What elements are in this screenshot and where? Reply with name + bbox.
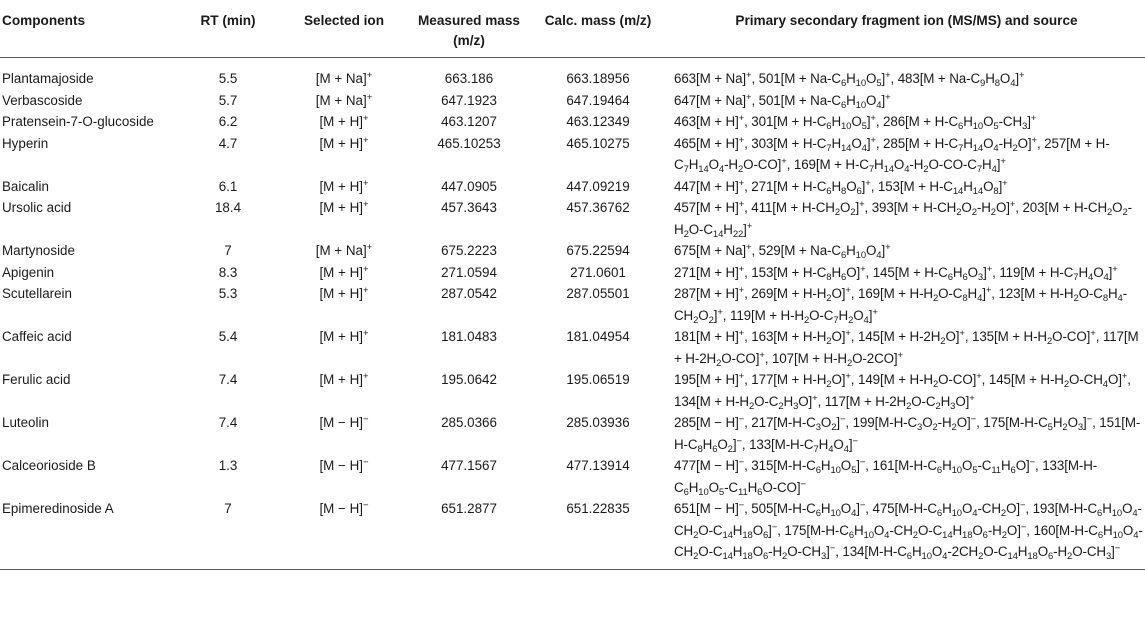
header-rt: RT (min) — [178, 0, 278, 58]
fragments-cell: 651[M − H]−, $505[M-H-C_6H_{10}O_4]^-$, $475[M-H-C_6H_{10}O_4-CH_2O]^-$, $193[M-H-C_6H_{10}O_4-CH_2O-C_{14}H_{18}O_6]^-$, $175[M-H-C_6H_{10}O_4-CH_2O-C_{14}H_{18}O_6-H_2O]^-$, $160[M-H-C_6H_{10}O_4-CH_2O-C_{14}H_{18}O_6-H_2O-CH_3]^-$, $134[M-H-C_6H_{10}O_4-2CH_2O-C_{14}H_{18}O_6-H_2O-CH_3]^-$ — [668, 498, 1145, 569]
calc-mass-cell: 195.06519 — [566, 372, 630, 387]
component-cell: Plantamajoside — [2, 71, 94, 86]
rt-cell: 4.7 — [218, 135, 238, 151]
selected-ion-cell: [M + H]+ — [319, 371, 369, 387]
fragments-cell: 663[M + Na]+, $501[M + Na-C_6H_{10}O_5]^+$, $483[M + Na-C_9H_8O_4]^+$ — [674, 70, 1025, 89]
measured-mass-cell: 287.0542 — [441, 286, 497, 301]
table-row — [0, 283, 1145, 326]
calc-mass-cell: 465.10275 — [566, 135, 630, 151]
fragments-cell: 287[M + H]+, $269[M + H-H_2O]^+$, $169[M + H-H_2O-C_8H_4]^+$, $123[M + H-H_2O-C_8H_4-CH_2O_2]^+$, $119[M + H-H_2O-C_7H_2O_4]^+$ — [674, 285, 1128, 326]
header-selected-ion: Selected ion — [278, 0, 410, 58]
rt-cell: 18.4 — [214, 200, 242, 215]
selected-ion-cell: [M + H]+ — [319, 113, 369, 129]
calc-mass-cell: 271.0601 — [570, 264, 626, 280]
rt-cell: 6.2 — [218, 114, 238, 129]
rt-cell: 6.1 — [218, 178, 238, 194]
fragments-cell: 195[M + H]+, $177[M + H-H_2O]^+$, $149[M + H-H_2O-CO]^+$, $145[M + H-H_2O-CH_4O]^+$, $134[M + H-H_2O-C_2H_3O]^+$, $117[M + H-2H_2O-C_2H_3O]^+$ — [674, 371, 1131, 412]
measured-mass-cell: 477.1567 — [441, 458, 497, 473]
table-row — [0, 326, 1145, 369]
measured-mass-cell: 271.0594 — [441, 264, 497, 280]
fragments-cell: 447[M + H]+, $271[M + H-C_6H_8O_6]^+$, $153[M + H-C_{14}H_{14}O_8]^+$ — [674, 177, 1008, 197]
selected-ion-cell: [M + H]+ — [319, 199, 369, 215]
table-row — [0, 262, 1145, 284]
rt-cell: 7 — [178, 498, 278, 569]
rt-cell: 7.4 — [218, 372, 238, 387]
fragments-cell: 465[M + H]+, $303[M + H-C_7H_{14}O_4]^+$, $285[M + H-C_7H_{14}O_4-H_2O]^+$, $257[M + H-C_7H_{14}O_4-H_2O-CO]^+$, $169[M + H-C_7H_{14}O_4-H_2O-CO-C_7H_4]^+$ — [674, 134, 1110, 175]
fragments-cell: 457[M + H]+, $411[M + H-CH_2O_2]^+$, $393[M + H-CH_2O_2-H_2O]^+$, $203[M + H-CH_2O_2-H_2O-C_{14}H_{22}]^+$ — [674, 199, 1132, 240]
selected-ion-cell: [M − H]− — [319, 414, 369, 430]
measured-mass-cell: 663.186 — [444, 71, 494, 86]
table-row — [0, 455, 1145, 498]
table-row — [0, 197, 1145, 240]
fragments-cell: 285[M − H]−, $217[M-H-C_3O_2]^-$, $199[M-H-C_3O_2-H_2O]^-$, $175[M-H-C_5H_2O_3]^-$, $151[M-H-C_8H_6O_2]^-$, $133[M-H-C_7H_4O_4]^-$ — [674, 414, 1141, 455]
selected-ion-cell: [M − H]− — [278, 498, 410, 569]
rt-cell: 7 — [224, 243, 232, 258]
table-row — [0, 58, 1145, 90]
calc-mass-cell: 647.19464 — [566, 92, 630, 108]
header-fragments: Primary secondary fragment ion (MS/MS) and source — [668, 0, 1145, 58]
selected-ion-cell: [M + H]+ — [319, 285, 369, 301]
fragments-cell: 463[M + H]+, $301[M + H-C_6H_{10}O_5]^+$, $286[M + H-C_6H_{10}O_5-CH_3]^+$ — [674, 113, 1037, 132]
calc-mass-cell: 675.22594 — [566, 243, 630, 258]
rt-cell: 5.5 — [218, 71, 238, 86]
calc-mass-cell: 477.13914 — [566, 458, 630, 473]
selected-ion-cell: [M + H]+ — [319, 177, 369, 194]
table-row — [0, 240, 1145, 262]
table-row — [0, 111, 1145, 133]
measured-mass-cell: 457.3643 — [441, 200, 497, 215]
selected-ion-cell: [M + Na]+ — [315, 242, 373, 258]
measured-mass-cell: 463.1207 — [441, 114, 497, 129]
component-cell: Ursolic acid — [2, 200, 72, 215]
component-cell: Verbascoside — [2, 92, 83, 108]
component-cell: Martynoside — [2, 243, 75, 258]
table-row — [0, 412, 1145, 455]
fragments-cell: 647[M + Na]+, $501[M + Na-C_6H_{10}O_4]^+$ — [674, 91, 891, 111]
component-cell: Caffeic acid — [2, 329, 72, 344]
calc-mass-cell: 457.36762 — [566, 200, 630, 215]
component-cell: Ferulic acid — [2, 372, 71, 387]
selected-ion-cell: [M − H]− — [319, 457, 369, 473]
fragments-cell: 477[M − H]−, $315[M-H-C_6H_{10}O_5]^-$, $161[M-H-C_6H_{10}O_5-C_{11}H_6O]^-$, $133[M-H-C_6H_{10}O_5-C_{11}H_6O-CO]^-$ — [674, 457, 1098, 498]
rt-cell: 5.3 — [218, 286, 238, 301]
table-row — [0, 176, 1145, 198]
header-components: Components — [0, 0, 178, 58]
measured-mass-cell: 465.10253 — [437, 135, 501, 151]
table-row — [0, 133, 1145, 176]
measured-mass-cell: 647.1923 — [441, 92, 497, 108]
calc-mass-cell: 663.18956 — [566, 71, 630, 86]
calc-mass-cell: 651.22835 — [528, 498, 668, 569]
rt-cell: 1.3 — [218, 458, 238, 473]
component-cell: Apigenin — [2, 264, 55, 280]
component-cell: Pratensein-7-O-glucoside — [2, 114, 154, 129]
component-cell: Epimeredinoside A — [0, 498, 178, 569]
calc-mass-cell: 447.09219 — [566, 178, 630, 194]
fragments-cell: 181[M + H]+, $163[M + H-H_2O]^+$, $145[M + H-2H_2O]^+$, $135[M + H-H_2O-CO]^+$, $117[M + H-2H_2O-CO]^+$, $107[M + H-H_2O-2CO]^+$ — [674, 328, 1139, 369]
measured-mass-cell: 181.0483 — [441, 329, 497, 344]
calc-mass-cell: 463.12349 — [566, 114, 630, 129]
measured-mass-cell: 285.0366 — [441, 415, 497, 430]
component-cell: Luteolin — [2, 415, 49, 430]
rt-cell: 7.4 — [218, 415, 238, 430]
calc-mass-cell: 181.04954 — [566, 329, 630, 344]
selected-ion-cell: [M + H]+ — [319, 263, 369, 280]
measured-mass-cell: 651.2877 — [410, 498, 528, 569]
table-row — [0, 90, 1145, 112]
calc-mass-cell: 287.05501 — [566, 286, 630, 301]
measured-mass-cell: 675.2223 — [441, 243, 497, 258]
selected-ion-cell: [M + H]+ — [319, 328, 369, 344]
header-calc-mass: Calc. mass (m/z) — [528, 0, 668, 58]
table-row — [0, 498, 1145, 569]
component-cell: Calceorioside B — [2, 458, 96, 473]
fragments-cell: 271[M + H]+, $153[M + H-C_8H_6O]^+$, $145[M + H-C_6H_6O_3]^+$, $119[M + H-C_7H_4O_4]^+$ — [674, 263, 1118, 283]
selected-ion-cell: [M + H]+ — [319, 134, 369, 151]
rt-cell: 8.3 — [218, 264, 238, 280]
fragments-cell: 675[M + Na]+, $529[M + Na-C_6H_{10}O_4]^+$ — [674, 242, 891, 261]
selected-ion-cell: [M + Na]+ — [315, 91, 373, 108]
selected-ion-cell: [M + Na]+ — [315, 70, 373, 86]
table-row — [0, 369, 1145, 412]
measured-mass-cell: 447.0905 — [441, 178, 497, 194]
measured-mass-cell: 195.0642 — [441, 372, 497, 387]
rt-cell: 5.4 — [218, 329, 238, 344]
rt-cell: 5.7 — [218, 92, 238, 108]
header-measured-mass: Measured mass (m/z) — [410, 0, 528, 58]
component-cell: Hyperin — [2, 135, 49, 151]
component-cell: Scutellarein — [2, 286, 72, 301]
table-body — [0, 58, 1145, 570]
component-cell: Baicalin — [2, 178, 49, 194]
header-row — [0, 0, 1145, 58]
table-header — [0, 0, 1145, 58]
calc-mass-cell: 285.03936 — [566, 415, 630, 430]
